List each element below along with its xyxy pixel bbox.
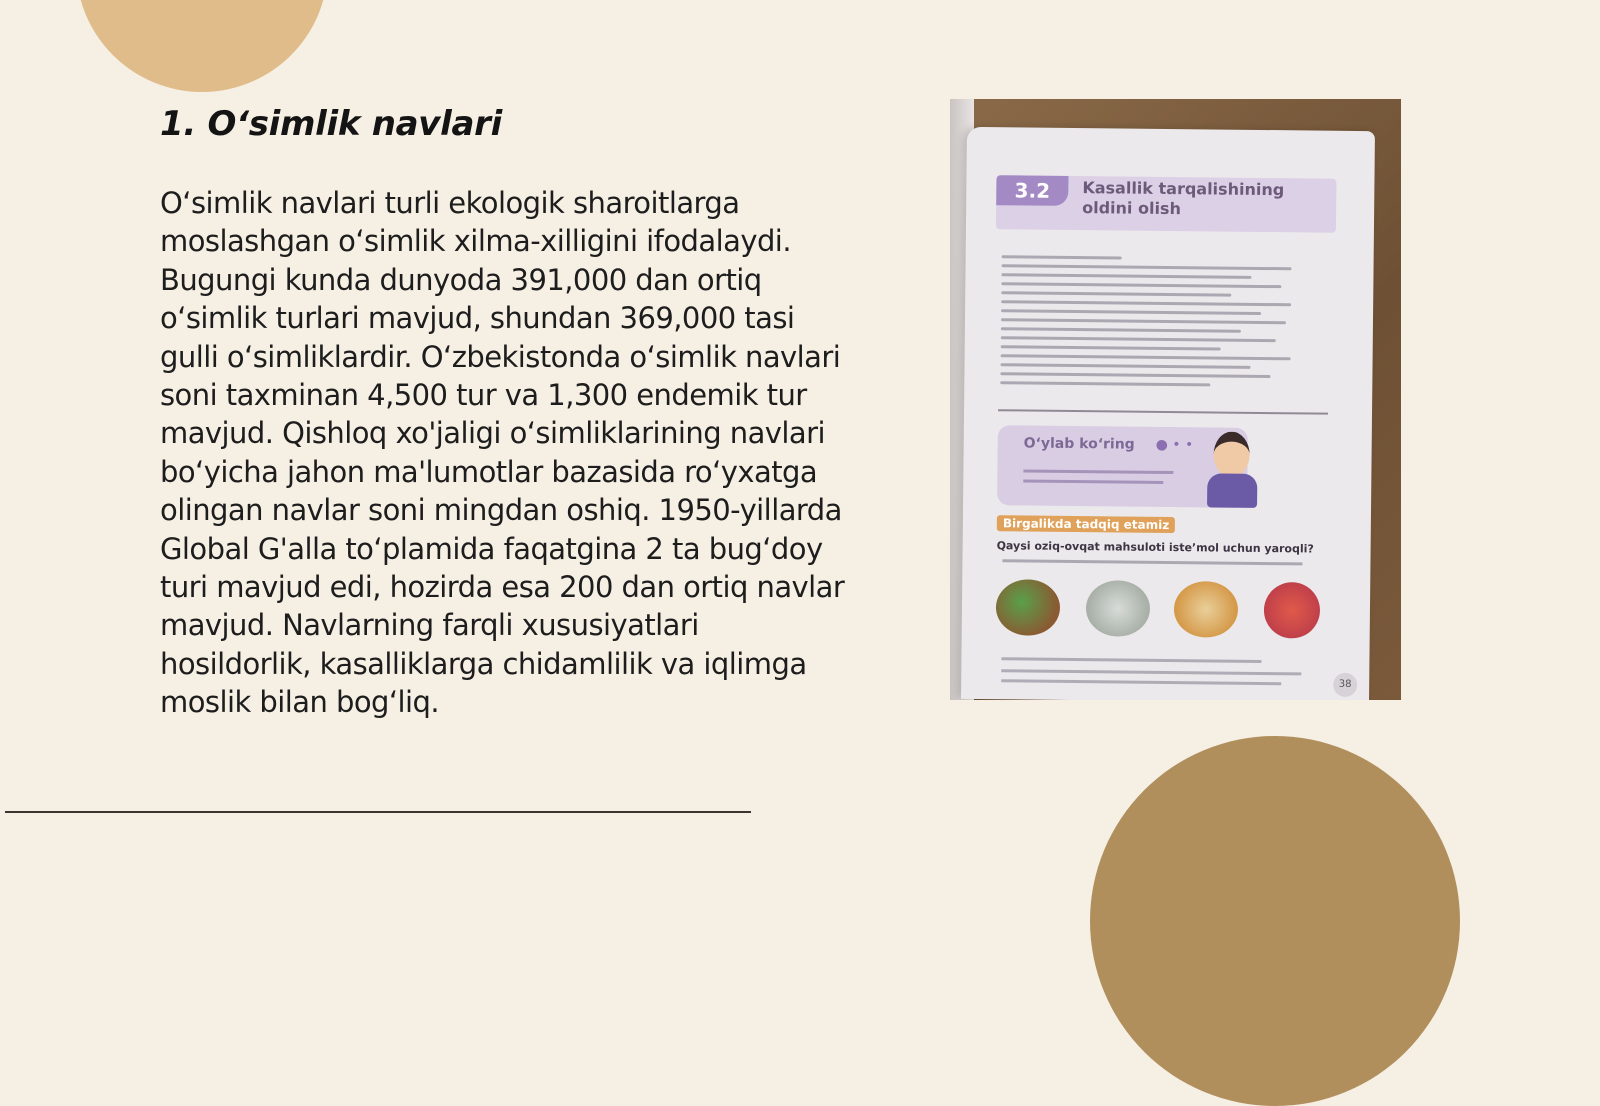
think-label: O‘ylab ko‘ring [1023, 435, 1135, 453]
task-tag: Birgalikda tadqiq etamiz [997, 515, 1176, 533]
section-header [996, 175, 1337, 233]
page-footer-line [1001, 669, 1301, 675]
food-illustration-1 [996, 579, 1061, 636]
page-text-lines [1000, 255, 1301, 393]
girl-illustration-body [1207, 473, 1257, 508]
thought-dots: ● • • [1155, 436, 1194, 454]
food-illustration-3 [1174, 581, 1239, 638]
page-rule [998, 409, 1328, 414]
page-footer-line [1001, 657, 1261, 663]
textbook-photo [950, 99, 1401, 700]
page-footer-line [1001, 679, 1281, 685]
task-question: Qaysi oziq-ovqat mahsuloti iste’mol uchun yaroqli? [996, 539, 1314, 556]
page-number: 38 [1333, 673, 1357, 697]
food-illustration-2 [1086, 580, 1151, 637]
decorative-circle-top [76, 0, 328, 92]
slide-body-text: O‘simlik navlari turli ekologik sharoitlarga moslashgan o‘simlik xilma-xilligini ifodalaydi. Bugungi kunda dunyoda 391,000 dan ortiq o‘simlik turlari mavjud, shundan 369,000 tasi gulli o‘simliklardir. O‘zbekistonda o‘simlik navlari soni taxminan 4,500 tur va 1,300 endemik tur mavjud. Qishloq xo'jaligi o‘simliklarining navlari bo‘yicha jahon ma'lumotlar bazasida ro‘yxatga olingan navlar soni mingdan oshiq. 1950-yillarda Global G'alla to‘plamida faqatgina 2 ta bug‘doy turi mavjud edi, hozirda esa 200 dan ortiq navlar mavjud. Navlarning farqli xususiyatlari hosildorlik, kasalliklarga chidamlilik va iqlimga moslik bilan bog‘liq. [160, 186, 845, 720]
section-number: 3.2 [996, 175, 1068, 206]
textbook-page [961, 127, 1375, 700]
question-line [1002, 559, 1302, 565]
divider-line [5, 811, 751, 813]
decorative-circle-bottom [1090, 736, 1460, 1106]
food-illustration-4 [1264, 582, 1321, 639]
section-title: Kasallik tarqalishining oldini olish [1082, 178, 1285, 219]
slide-title: 1. O‘simlik navlari [160, 104, 502, 144]
